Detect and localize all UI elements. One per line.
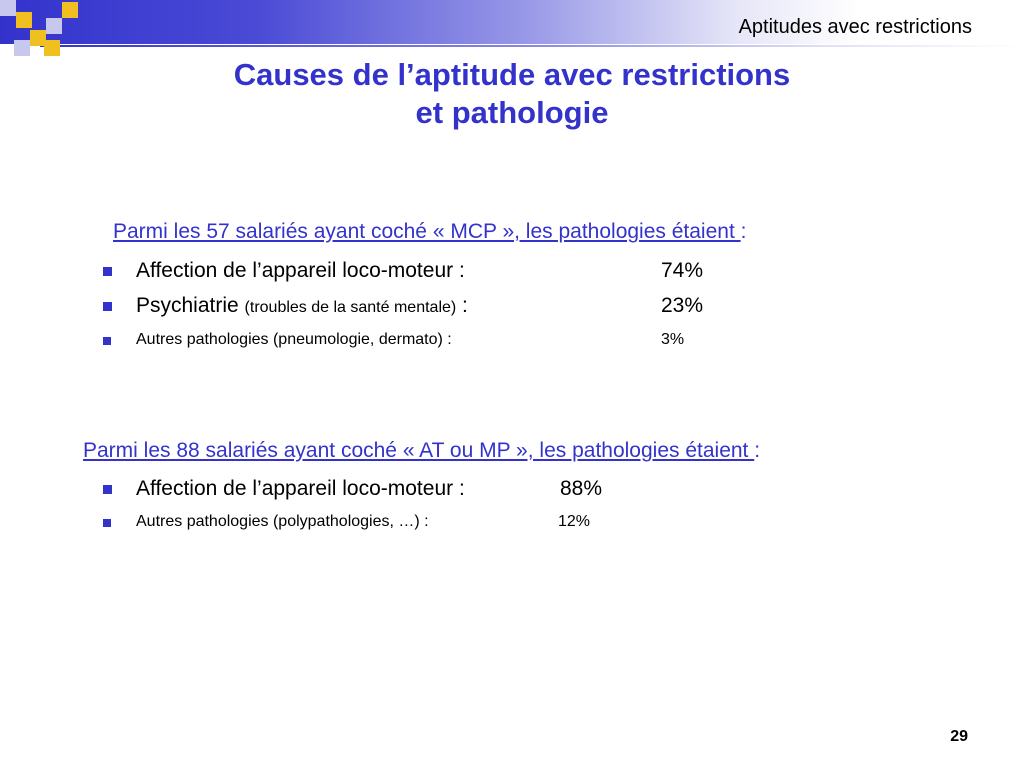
- section-heading-mcp: [113, 220, 746, 244]
- section-heading-text: Parmi les 57 salariés ayant coché « MCP », les pathologies étaient: [113, 220, 741, 243]
- logo-square: [44, 40, 60, 56]
- item-value: 88%: [560, 477, 603, 500]
- item-label: [136, 294, 468, 318]
- section-heading-text: Parmi les 88 salariés ayant coché « AT ou MP », les pathologies étaient: [83, 439, 755, 462]
- title-line-2: et pathologie: [415, 95, 609, 130]
- square-bullet-icon: [103, 485, 112, 494]
- logo-square: [0, 0, 16, 16]
- square-bullet-icon: [103, 337, 111, 345]
- item-label: Autres pathologies (polypathologies, …) :: [136, 513, 429, 530]
- logo-square: [16, 12, 32, 28]
- section-heading-at-mp: [83, 439, 760, 463]
- section-label: Aptitudes avec restrictions: [738, 16, 972, 38]
- item-label: Autres pathologies (pneumologie, dermato) :: [136, 331, 452, 348]
- item-value: 23%: [661, 294, 704, 317]
- square-bullet-icon: [103, 267, 112, 276]
- section-heading-colon: :: [740, 220, 747, 243]
- header-rule: [40, 45, 1024, 47]
- item-label-suffix: :: [456, 294, 468, 317]
- item-label-main: Psychiatrie: [136, 294, 239, 317]
- item-label: Affection de l’appareil loco-moteur :: [136, 477, 465, 500]
- page-title: [0, 56, 1024, 132]
- section-heading-colon: :: [754, 439, 761, 462]
- item-value: 74%: [661, 259, 704, 282]
- square-bullet-icon: [103, 519, 111, 527]
- item-value: 12%: [558, 513, 591, 530]
- item-label: Affection de l’appareil loco-moteur :: [136, 259, 465, 282]
- page-number: 29: [950, 728, 968, 745]
- logo-square: [62, 2, 78, 18]
- logo-square: [14, 40, 30, 56]
- item-label-note: (troubles de la santé mentale): [244, 299, 457, 316]
- title-line-1: Causes de l’aptitude avec restrictions: [233, 57, 791, 92]
- item-value: 3%: [661, 331, 685, 348]
- logo-square: [46, 18, 62, 34]
- square-bullet-icon: [103, 302, 112, 311]
